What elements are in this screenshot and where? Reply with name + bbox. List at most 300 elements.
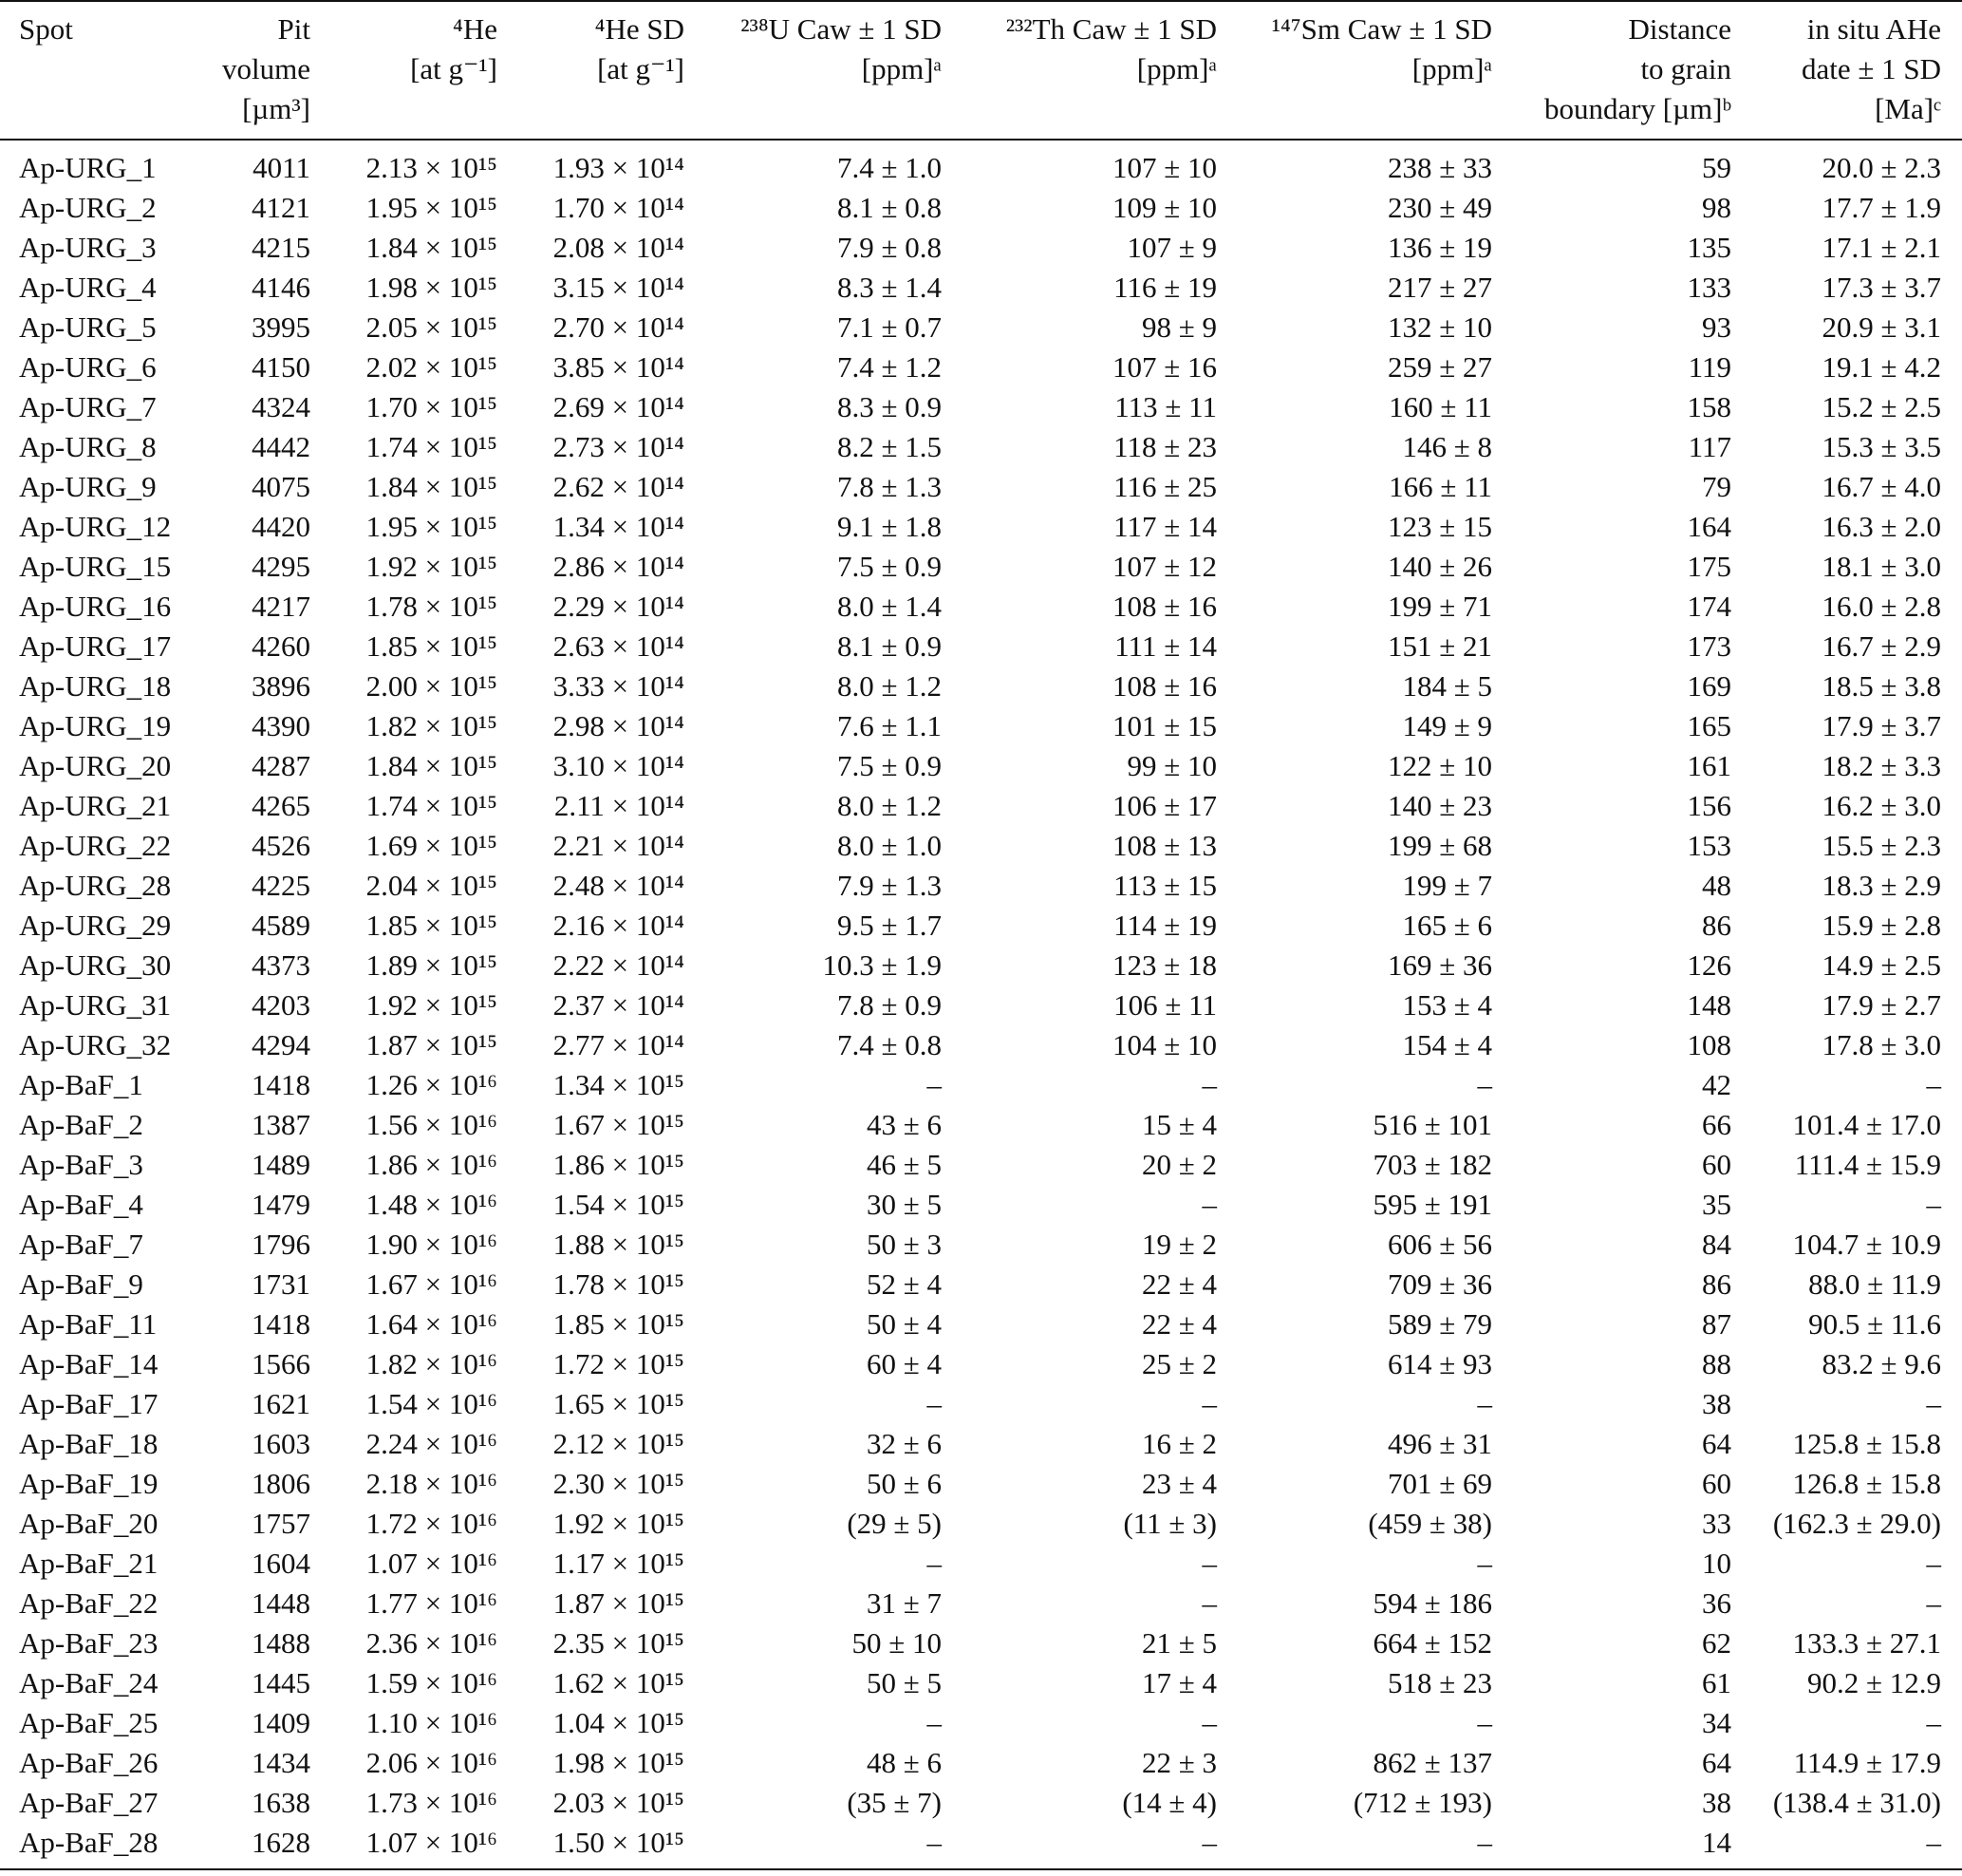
cell-he4sd: 2.35 × 10¹⁵ (552, 1626, 684, 1660)
cell-date: 16.7 ± 4.0 (1822, 470, 1941, 503)
column-header-line: ¹⁴⁷Sm Caw ± 1 SD (1271, 12, 1492, 46)
cell-u238: 8.0 ± 1.2 (836, 669, 942, 703)
cell-date: 17.9 ± 3.7 (1822, 709, 1941, 742)
column-header-u238 (684, 2, 942, 140)
cell-sm147: 259 ± 27 (1387, 350, 1492, 384)
cell-pit: 1409 (252, 1706, 310, 1739)
cell-he4: 2.24 × 10¹⁶ (365, 1427, 497, 1460)
cell-pit: 1434 (252, 1746, 310, 1779)
cell-he4: 1.87 × 10¹⁵ (365, 1028, 497, 1061)
cell-th232: 107 ± 12 (1112, 550, 1217, 583)
cell-spot: Ap-BaF_21 (19, 1547, 159, 1580)
cell-he4: 1.48 × 10¹⁶ (365, 1188, 497, 1221)
cell-spot: Ap-URG_21 (19, 789, 172, 822)
cell-pit: 1757 (252, 1507, 310, 1540)
cell-th232: (14 ± 4) (1122, 1786, 1217, 1819)
cell-dist: 87 (1702, 1307, 1731, 1341)
table-row (0, 140, 1962, 188)
cell-he4sd: 3.10 × 10¹⁴ (552, 749, 684, 782)
cell-he4: 1.70 × 10¹⁵ (365, 390, 497, 423)
cell-he4: 2.02 × 10¹⁵ (365, 350, 497, 384)
cell-he4: 1.92 × 10¹⁵ (365, 550, 497, 583)
cell-th232: – (1202, 1387, 1217, 1420)
cell-dist: 10 (1702, 1547, 1731, 1580)
cell-th232: 109 ± 10 (1112, 191, 1217, 224)
cell-dist: 93 (1702, 310, 1731, 344)
column-header-line: [ppm]ᵃ (1411, 52, 1492, 85)
cell-th232: – (1202, 1586, 1217, 1620)
cell-u238: 50 ± 5 (866, 1666, 942, 1699)
cell-he4sd: 3.33 × 10¹⁴ (552, 669, 684, 703)
cell-pit: 1806 (252, 1467, 310, 1500)
cell-u238: 7.9 ± 0.8 (836, 231, 942, 264)
cell-pit: 4121 (252, 191, 310, 224)
column-header-dist (1492, 2, 1731, 140)
cell-date: 125.8 ± 15.8 (1792, 1427, 1941, 1460)
table-row (0, 1424, 1962, 1464)
table-row (0, 1384, 1962, 1424)
cell-he4sd: 2.08 × 10¹⁴ (552, 231, 684, 264)
cell-he4sd: 2.69 × 10¹⁴ (552, 390, 684, 423)
cell-dist: 173 (1687, 629, 1731, 663)
cell-u238: 7.1 ± 0.7 (836, 310, 942, 344)
cell-spot: Ap-URG_28 (19, 869, 172, 902)
cell-sm147: 169 ± 36 (1387, 948, 1492, 982)
cell-date: 101.4 ± 17.0 (1792, 1108, 1941, 1141)
cell-u238: 8.1 ± 0.8 (836, 191, 942, 224)
cell-th232: 25 ± 2 (1141, 1347, 1217, 1380)
cell-he4: 1.56 × 10¹⁶ (365, 1108, 497, 1141)
cell-spot: Ap-BaF_9 (19, 1267, 143, 1301)
cell-dist: 14 (1492, 1823, 1731, 1869)
cell-sm147: 199 ± 7 (1402, 869, 1492, 902)
table-row (0, 308, 1962, 347)
cell-he4sd: 2.22 × 10¹⁴ (552, 948, 684, 982)
cell-sm147: 154 ± 4 (1402, 1028, 1492, 1061)
cell-sm147: 166 ± 11 (1389, 470, 1492, 503)
cell-date: 20.9 ± 3.1 (1822, 310, 1941, 344)
cell-he4: 1.82 × 10¹⁵ (365, 709, 497, 742)
cell-pit: 1448 (252, 1586, 310, 1620)
column-header-line: Pit (277, 12, 310, 46)
table-row (0, 1703, 1962, 1743)
cell-dist: 42 (1702, 1068, 1731, 1101)
cell-sm147: 614 ± 93 (1387, 1347, 1492, 1380)
cell-pit: 4324 (252, 390, 310, 423)
cell-th232: 16 ± 2 (1141, 1427, 1217, 1460)
cell-spot: Ap-BaF_24 (19, 1666, 159, 1699)
cell-pit: 4373 (252, 948, 310, 982)
table-row (0, 547, 1962, 587)
cell-dist: 174 (1687, 590, 1731, 623)
cell-dist: 88 (1702, 1347, 1731, 1380)
cell-th232: 104 ± 10 (1112, 1028, 1217, 1061)
cell-he4: 2.13 × 10¹⁵ (365, 151, 497, 184)
cell-he4sd: 1.62 × 10¹⁵ (552, 1666, 684, 1699)
cell-he4sd: 2.03 × 10¹⁵ (552, 1786, 684, 1819)
cell-he4sd: 1.54 × 10¹⁵ (552, 1188, 684, 1221)
cell-spot: Ap-URG_29 (19, 909, 172, 942)
cell-date: 17.8 ± 3.0 (1822, 1028, 1941, 1061)
cell-u238: 8.0 ± 1.0 (836, 829, 942, 862)
cell-dist: 119 (1688, 350, 1731, 384)
cell-he4sd: 3.85 × 10¹⁴ (552, 350, 684, 384)
cell-th232: 107 ± 10 (1112, 151, 1217, 184)
cell-he4: 1.98 × 10¹⁵ (365, 271, 497, 304)
cell-dist: 36 (1702, 1586, 1731, 1620)
cell-u238: – (684, 1823, 942, 1869)
cell-sm147: 153 ± 4 (1402, 988, 1492, 1022)
cell-pit: 1488 (252, 1626, 310, 1660)
cell-pit: 4260 (252, 629, 310, 663)
cell-he4sd: 2.30 × 10¹⁵ (552, 1467, 684, 1500)
cell-pit: 1796 (252, 1228, 310, 1261)
column-header-pit (161, 2, 310, 140)
table-row (0, 666, 1962, 706)
cell-spot: Ap-BaF_18 (19, 1427, 159, 1460)
cell-pit: 3896 (252, 669, 310, 703)
cell-he4: 2.05 × 10¹⁵ (365, 310, 497, 344)
table-row (0, 1145, 1962, 1185)
cell-he4sd: 3.15 × 10¹⁴ (552, 271, 684, 304)
cell-he4: 1.74 × 10¹⁵ (365, 430, 497, 463)
cell-pit: 4265 (252, 789, 310, 822)
cell-date: 15.3 ± 3.5 (1822, 430, 1941, 463)
cell-date: 18.5 ± 3.8 (1822, 669, 1941, 703)
column-header-line: ⁴He SD (594, 12, 684, 46)
column-header-line: Distance (1628, 12, 1731, 46)
column-header-line: ²³⁸U Caw ± 1 SD (740, 12, 942, 46)
cell-dist: 148 (1687, 988, 1731, 1022)
column-header-line: to grain (1640, 52, 1731, 85)
cell-th232: 101 ± 15 (1112, 709, 1217, 742)
cell-he4: 1.07 × 10¹⁶ (310, 1823, 497, 1869)
cell-date: 18.1 ± 3.0 (1822, 550, 1941, 583)
cell-th232: – (1202, 1188, 1217, 1221)
column-header-spot (0, 2, 161, 140)
table-row (0, 1623, 1962, 1663)
table-row (0, 1025, 1962, 1065)
cell-he4: 1.78 × 10¹⁵ (365, 590, 497, 623)
cell-he4: 2.00 × 10¹⁵ (365, 669, 497, 703)
column-header-line: [µm³] (242, 92, 310, 125)
cell-sm147: 595 ± 191 (1373, 1188, 1492, 1221)
cell-sm147: – (1477, 1387, 1492, 1420)
cell-date: 16.3 ± 2.0 (1822, 510, 1941, 543)
table-row (0, 1823, 1962, 1869)
cell-dist: 48 (1702, 869, 1731, 902)
cell-sm147: 701 ± 69 (1387, 1467, 1492, 1500)
cell-sm147: 199 ± 68 (1387, 829, 1492, 862)
cell-he4sd: 2.48 × 10¹⁴ (552, 869, 684, 902)
cell-dist: 175 (1687, 550, 1731, 583)
cell-pit: 1479 (252, 1188, 310, 1221)
table-row (0, 946, 1962, 985)
cell-he4: 1.07 × 10¹⁶ (365, 1547, 497, 1580)
cell-u238: 7.4 ± 1.0 (836, 151, 942, 184)
cell-date: 16.2 ± 3.0 (1822, 789, 1941, 822)
table-row (0, 1504, 1962, 1544)
cell-th232: 19 ± 2 (1141, 1228, 1217, 1261)
cell-spot: Ap-URG_5 (19, 310, 157, 344)
cell-he4: 1.10 × 10¹⁶ (365, 1706, 497, 1739)
cell-pit: 1603 (252, 1427, 310, 1460)
table-row (0, 906, 1962, 946)
cell-date: – (1926, 1188, 1941, 1221)
cell-u238: 8.1 ± 0.9 (836, 629, 942, 663)
cell-u238: – (926, 1547, 942, 1580)
cell-he4sd: 2.73 × 10¹⁴ (552, 430, 684, 463)
cell-date: 18.2 ± 3.3 (1822, 749, 1941, 782)
cell-pit: 4420 (252, 510, 310, 543)
cell-spot: Ap-URG_15 (19, 550, 172, 583)
cell-dist: 133 (1687, 271, 1731, 304)
cell-u238: 7.4 ± 0.8 (836, 1028, 942, 1061)
cell-dist: 66 (1702, 1108, 1731, 1141)
cell-th232: 22 ± 4 (1141, 1307, 1217, 1341)
cell-spot: Ap-URG_12 (19, 510, 172, 543)
cell-date: 16.0 ± 2.8 (1822, 590, 1941, 623)
cell-sm147: 496 ± 31 (1387, 1427, 1492, 1460)
cell-th232: 98 ± 9 (1141, 310, 1217, 344)
cell-sm147: 703 ± 182 (1373, 1148, 1492, 1181)
cell-dist: 165 (1687, 709, 1731, 742)
cell-th232: 22 ± 3 (1141, 1746, 1217, 1779)
cell-sm147: 122 ± 10 (1387, 749, 1492, 782)
cell-spot: Ap-BaF_1 (19, 1068, 143, 1101)
cell-pit: 4225 (252, 869, 310, 902)
cell-pit: 4294 (252, 1028, 310, 1061)
cell-date: 14.9 ± 2.5 (1822, 948, 1941, 982)
cell-he4sd: 2.29 × 10¹⁴ (552, 590, 684, 623)
column-header-line: [at g⁻¹] (597, 52, 684, 85)
cell-sm147: 136 ± 19 (1387, 231, 1492, 264)
cell-date: – (1926, 1068, 1941, 1101)
cell-th232: 23 ± 4 (1141, 1467, 1217, 1500)
cell-dist: 158 (1687, 390, 1731, 423)
column-header-line: volume (222, 52, 310, 85)
cell-he4sd: 1.04 × 10¹⁵ (552, 1706, 684, 1739)
cell-th232: 113 ± 11 (1114, 390, 1217, 423)
cell-he4: 1.64 × 10¹⁶ (365, 1307, 497, 1341)
cell-he4sd: 2.11 × 10¹⁴ (553, 789, 684, 822)
cell-pit: 1566 (252, 1347, 310, 1380)
cell-spot: Ap-URG_22 (19, 829, 172, 862)
cell-pit: 4011 (252, 151, 310, 184)
cell-u238: – (926, 1387, 942, 1420)
cell-th232: 116 ± 25 (1113, 470, 1217, 503)
column-header-he4 (310, 2, 497, 140)
cell-u238: 7.5 ± 0.9 (836, 550, 942, 583)
cell-pit: 1731 (252, 1267, 310, 1301)
cell-spot: Ap-BaF_3 (19, 1148, 143, 1181)
cell-date: 114.9 ± 17.9 (1793, 1746, 1941, 1779)
cell-u238: (29 ± 5) (847, 1507, 942, 1540)
cell-he4sd: 2.70 × 10¹⁴ (552, 310, 684, 344)
cell-dist: 33 (1702, 1507, 1731, 1540)
cell-u238: 8.3 ± 1.4 (836, 271, 942, 304)
cell-pit: 1418 (252, 1068, 310, 1101)
cell-th232: 107 ± 16 (1112, 350, 1217, 384)
cell-pit: 4295 (252, 550, 310, 583)
cell-spot: Ap-BaF_19 (19, 1467, 159, 1500)
cell-he4sd: 2.37 × 10¹⁴ (552, 988, 684, 1022)
table-row (0, 1225, 1962, 1265)
cell-pit: 4390 (252, 709, 310, 742)
cell-date: 90.2 ± 12.9 (1806, 1666, 1941, 1699)
cell-u238: 50 ± 4 (866, 1307, 942, 1341)
cell-u238: – (926, 1706, 942, 1739)
cell-spot: Ap-URG_18 (19, 669, 172, 703)
cell-pit: 4146 (252, 271, 310, 304)
cell-he4: 1.86 × 10¹⁶ (365, 1148, 497, 1181)
cell-th232: 123 ± 18 (1112, 948, 1217, 982)
cell-th232: 17 ± 4 (1141, 1666, 1217, 1699)
column-header-he4sd (497, 2, 684, 140)
cell-th232: 108 ± 16 (1112, 669, 1217, 703)
cell-date: 19.1 ± 4.2 (1822, 350, 1941, 384)
cell-pit: 1387 (252, 1108, 310, 1141)
cell-he4sd: 1.34 × 10¹⁴ (552, 510, 684, 543)
cell-he4sd: 2.21 × 10¹⁴ (552, 829, 684, 862)
cell-date: 17.3 ± 3.7 (1822, 271, 1941, 304)
cell-date: 126.8 ± 15.8 (1792, 1467, 1941, 1500)
cell-th232: – (942, 1823, 1217, 1869)
cell-sm147: (712 ± 193) (1353, 1786, 1492, 1819)
cell-he4: 1.59 × 10¹⁶ (365, 1666, 497, 1699)
column-header-line: ⁴He (453, 12, 497, 46)
table-row (0, 706, 1962, 746)
cell-u238: 7.6 ± 1.1 (836, 709, 942, 742)
cell-u238: 7.9 ± 1.3 (836, 869, 942, 902)
cell-sm147: 123 ± 15 (1387, 510, 1492, 543)
cell-sm147: – (1477, 1547, 1492, 1580)
cell-pit: 1638 (252, 1786, 310, 1819)
cell-spot: Ap-URG_31 (19, 988, 172, 1022)
cell-u238: 31 ± 7 (866, 1586, 942, 1620)
column-header-line: boundary [µm]ᵇ (1543, 92, 1731, 125)
cell-he4sd: 2.63 × 10¹⁴ (552, 629, 684, 663)
cell-sm147: – (1477, 1068, 1492, 1101)
cell-he4sd: 1.92 × 10¹⁵ (552, 1507, 684, 1540)
cell-u238: 8.0 ± 1.2 (836, 789, 942, 822)
cell-pit: 1628 (161, 1823, 310, 1869)
cell-he4: 1.26 × 10¹⁶ (365, 1068, 497, 1101)
table-row (0, 188, 1962, 228)
table-row (0, 587, 1962, 627)
cell-pit: 3995 (252, 310, 310, 344)
cell-he4sd: 1.17 × 10¹⁵ (552, 1547, 684, 1580)
cell-u238: 9.1 ± 1.8 (836, 510, 942, 543)
table-row (0, 1584, 1962, 1623)
cell-dist: 79 (1702, 470, 1731, 503)
cell-dist: 84 (1702, 1228, 1731, 1261)
cell-spot: Ap-URG_7 (19, 390, 157, 423)
cell-he4: 1.82 × 10¹⁶ (365, 1347, 497, 1380)
cell-date: – (1926, 1586, 1941, 1620)
cell-spot: Ap-BaF_4 (19, 1188, 143, 1221)
cell-sm147: 140 ± 26 (1387, 550, 1492, 583)
cell-th232: 99 ± 10 (1127, 749, 1217, 782)
cell-he4sd: 1.70 × 10¹⁴ (552, 191, 684, 224)
cell-sm147: 862 ± 137 (1373, 1746, 1492, 1779)
cell-th232: – (1202, 1068, 1217, 1101)
table-row (0, 1304, 1962, 1344)
cell-date: 17.7 ± 1.9 (1822, 191, 1941, 224)
column-header-sm147 (1217, 2, 1492, 140)
cell-spot: Ap-URG_2 (19, 191, 157, 224)
cell-spot: Ap-URG_17 (19, 629, 172, 663)
cell-sm147: – (1217, 1823, 1492, 1869)
cell-th232: 111 ± 14 (1114, 629, 1217, 663)
column-header-line: Spot (19, 12, 73, 46)
cell-he4sd: 1.67 × 10¹⁵ (552, 1108, 684, 1141)
cell-spot: Ap-BaF_2 (19, 1108, 143, 1141)
cell-u238: – (926, 1068, 942, 1101)
cell-spot: Ap-BaF_23 (19, 1626, 159, 1660)
cell-he4sd: 1.87 × 10¹⁵ (552, 1586, 684, 1620)
cell-u238: 8.0 ± 1.4 (836, 590, 942, 623)
cell-he4: 1.84 × 10¹⁵ (365, 470, 497, 503)
cell-dist: 153 (1687, 829, 1731, 862)
header-row (0, 2, 1962, 140)
table-row (0, 1544, 1962, 1584)
cell-pit: 1418 (252, 1307, 310, 1341)
column-header-line: [at g⁻¹] (410, 52, 497, 85)
cell-th232: 20 ± 2 (1141, 1148, 1217, 1181)
cell-th232: 116 ± 19 (1113, 271, 1217, 304)
cell-date: – (1926, 1706, 1941, 1739)
cell-he4: 1.85 × 10¹⁵ (365, 909, 497, 942)
cell-he4: 1.92 × 10¹⁵ (365, 988, 497, 1022)
cell-spot: Ap-BaF_7 (19, 1228, 143, 1261)
cell-he4: 2.04 × 10¹⁵ (365, 869, 497, 902)
cell-spot: Ap-URG_19 (19, 709, 172, 742)
cell-he4: 1.84 × 10¹⁵ (365, 749, 497, 782)
cell-he4: 2.18 × 10¹⁶ (365, 1467, 497, 1500)
cell-he4: 1.69 × 10¹⁵ (365, 829, 497, 862)
cell-spot: Ap-BaF_17 (19, 1387, 159, 1420)
cell-he4: 1.73 × 10¹⁶ (365, 1786, 497, 1819)
cell-u238: 9.5 ± 1.7 (836, 909, 942, 942)
cell-he4: 2.36 × 10¹⁶ (365, 1626, 497, 1660)
cell-dist: 60 (1702, 1148, 1731, 1181)
cell-spot: Ap-BaF_26 (19, 1746, 159, 1779)
cell-u238: 8.2 ± 1.5 (836, 430, 942, 463)
cell-th232: 106 ± 17 (1112, 789, 1217, 822)
cell-he4sd: 2.98 × 10¹⁴ (552, 709, 684, 742)
cell-spot: Ap-URG_6 (19, 350, 157, 384)
cell-dist: 59 (1702, 151, 1731, 184)
cell-date: 15.2 ± 2.5 (1822, 390, 1941, 423)
column-header-line: ²³²Th Caw ± 1 SD (1005, 12, 1217, 46)
cell-dist: 135 (1687, 231, 1731, 264)
cell-sm147: 709 ± 36 (1387, 1267, 1492, 1301)
cell-pit: 4203 (252, 988, 310, 1022)
cell-u238: 32 ± 6 (866, 1427, 942, 1460)
cell-sm147: 217 ± 27 (1387, 271, 1492, 304)
table-row (0, 427, 1962, 467)
cell-spot: Ap-URG_3 (19, 231, 157, 264)
cell-he4: 1.67 × 10¹⁶ (365, 1267, 497, 1301)
cell-he4: 1.95 × 10¹⁵ (365, 510, 497, 543)
cell-date: 83.2 ± 9.6 (1822, 1347, 1941, 1380)
cell-date: – (1926, 1387, 1941, 1420)
cell-he4: 1.54 × 10¹⁶ (365, 1387, 497, 1420)
cell-sm147: 664 ± 152 (1373, 1626, 1492, 1660)
cell-u238: 48 ± 6 (866, 1746, 942, 1779)
table-row (0, 1783, 1962, 1823)
